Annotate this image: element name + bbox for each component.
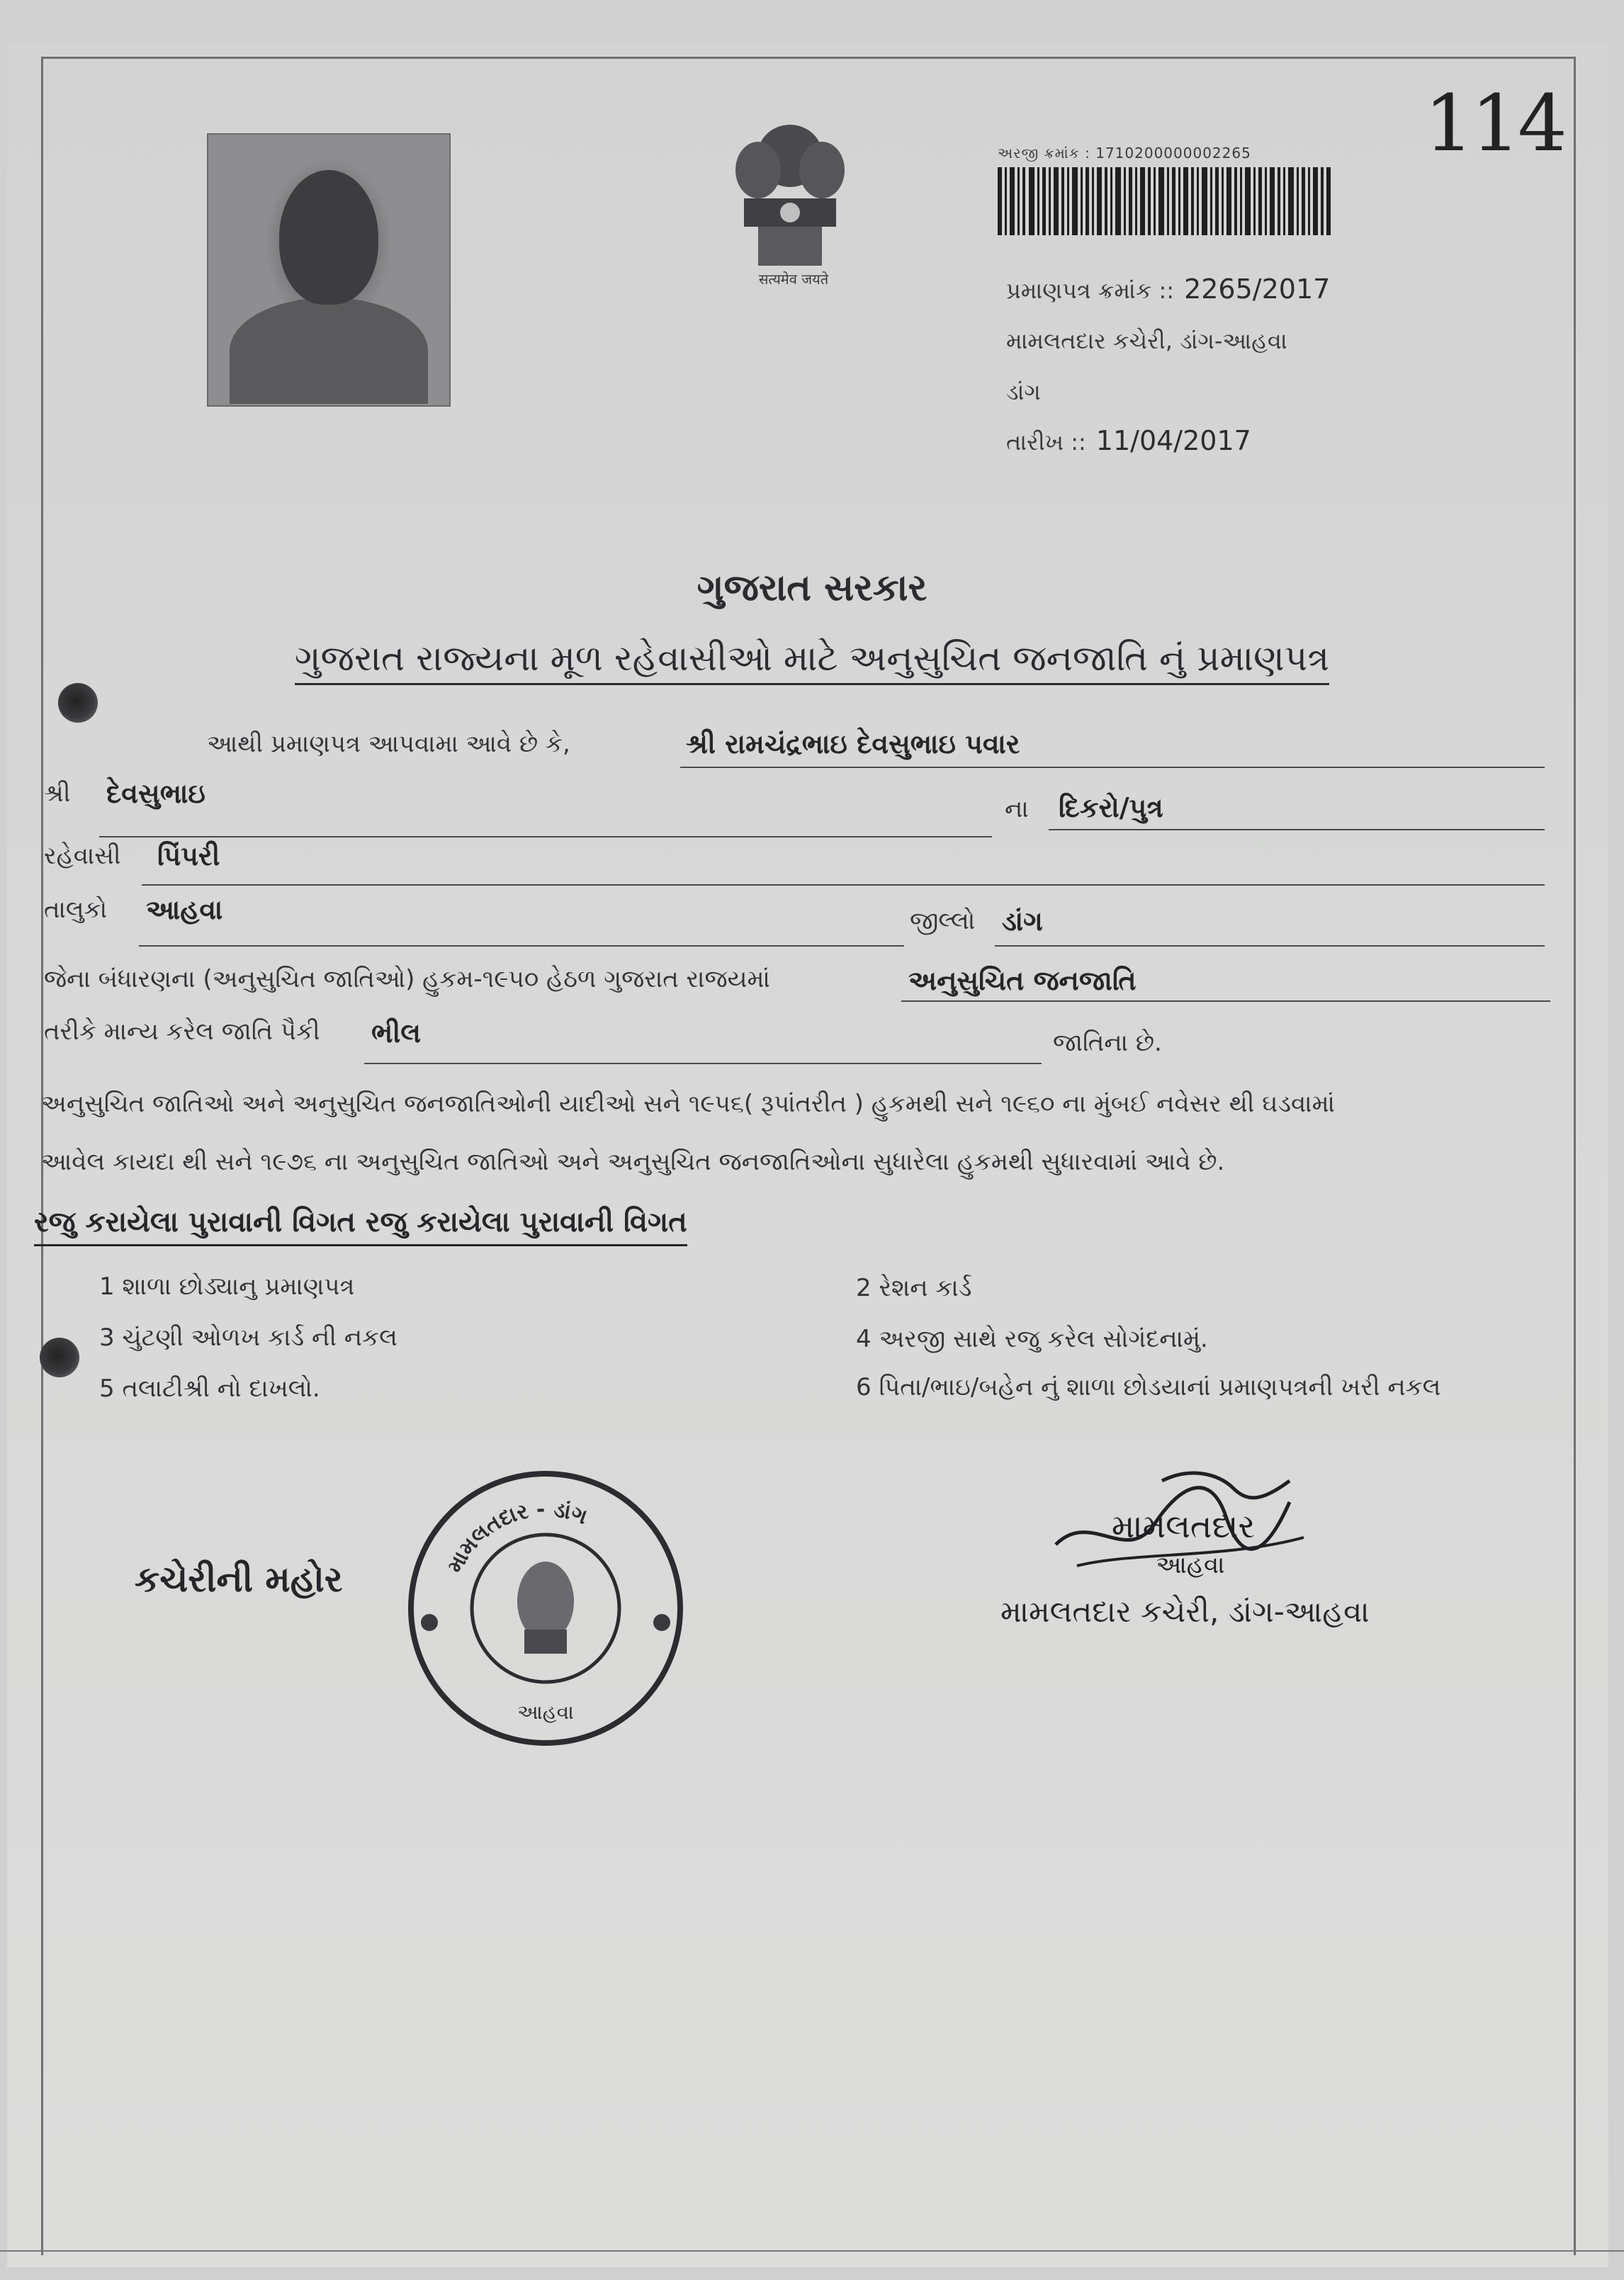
issue-date-value: 11/04/2017 bbox=[1095, 425, 1251, 456]
signing-office: મામલતદાર કચેરી, ડાંગ-આહવા bbox=[1000, 1594, 1370, 1629]
document-item: 5 તલાટીશ્રી નો દાખલો. bbox=[99, 1375, 320, 1403]
name-underline bbox=[680, 767, 1545, 768]
document-item: 4 અરજી સાથે રજુ કરેલ સોગંદનામું. bbox=[856, 1325, 1208, 1353]
footer-band bbox=[0, 2250, 1624, 2280]
document-item: 3 ચુંટણી ઓળખ કાર્ડ ની નકલ bbox=[99, 1324, 397, 1352]
resident-underline bbox=[142, 884, 1545, 886]
signature-stamp-title: મામલતદાર bbox=[1111, 1507, 1256, 1545]
punch-hole bbox=[40, 1338, 79, 1377]
barcode-number: અરજી ક્રમાંક : 1710200000002265 bbox=[998, 145, 1251, 162]
category-underline bbox=[901, 1000, 1550, 1002]
intro-text: આથી પ્રમાણપત્ર આપવામા આવે છે કે, bbox=[207, 730, 570, 758]
taluka-underline bbox=[139, 945, 904, 947]
government-heading: ગુજરાત સરકાર bbox=[697, 567, 927, 609]
issue-date bbox=[1006, 425, 1251, 456]
taluka-label: તાલુકો bbox=[44, 896, 108, 924]
father-name: દેવસુભાઇ bbox=[106, 778, 205, 809]
document-item: 2 રેશન કાર્ડ bbox=[856, 1274, 972, 1302]
certificate-number-value: 2265/2017 bbox=[1184, 273, 1331, 305]
applicant-photo bbox=[207, 133, 451, 407]
office-seal-stamp bbox=[397, 1467, 694, 1750]
applicant-name: શ્રી રામચંદ્રભાઇ દેવસુભાઇ પવાર bbox=[686, 728, 1020, 760]
certificate-number bbox=[1006, 273, 1330, 305]
documents-section-title: રજુ કરાયેલા પુરાવાની વિગત રજુ કરાયેલા પુરાવાની વિગત bbox=[34, 1206, 687, 1246]
photo-shoulders bbox=[230, 298, 428, 404]
office-seal-label: કચેરીની મહોર bbox=[135, 1559, 343, 1600]
seal-ring-text: મામલતદાર - ડાંગ bbox=[442, 1496, 591, 1577]
legal-paragraph-line-1: અનુસુચિત જાતિઓ અને અનુસુચિત જનજાતિઓની યાદીઓ સને ૧૯૫૬( રૂપાંતરીત ) હુકમથી સને ૧૯૬૦ ના મુંબઈ નવેસર થી ઘડવામાં bbox=[41, 1090, 1335, 1118]
constitution-order-text: જેના બંધારણના (અનુસુચિત જાતિઓ) હુકમ-૧૯૫૦ હેઠળ ગુજરાત રાજયમાં bbox=[44, 965, 770, 993]
legal-paragraph-line-2: આવેલ કાયદા થી સને ૧૯૭૬ ના અનુસુચિત જાતિઓ અને અનુસુચિત જનજાતિઓના સુધારેલા હુકમથી સુધારવામાં આવે છે. bbox=[41, 1148, 1225, 1176]
certificate-title bbox=[0, 638, 1624, 679]
caste-label: તરીકે માન્ય કરેલ જાતિ પૈકી bbox=[44, 1017, 320, 1046]
father-underline bbox=[99, 836, 992, 837]
emblem-motto: सत्यमेव जयते bbox=[758, 271, 829, 288]
resident-label: રહેવાસી bbox=[44, 842, 121, 870]
district-value: ડાંગ bbox=[1002, 905, 1043, 937]
relation-underline bbox=[1049, 829, 1545, 830]
officer-signature-stamp bbox=[1049, 1460, 1318, 1594]
barcode bbox=[998, 167, 1331, 235]
district-label: જીલ્લો bbox=[910, 907, 976, 935]
document-item: 1 શાળા છોડ્યાનુ પ્રમાણપત્ર bbox=[99, 1272, 355, 1301]
caste-suffix: જાતિના છે. bbox=[1053, 1029, 1162, 1057]
issue-date-label: તારીખ :: bbox=[1006, 429, 1086, 456]
resident-village: પિંપરી bbox=[157, 840, 220, 871]
caste-value: ભીલ bbox=[371, 1017, 421, 1049]
national-emblem-icon bbox=[723, 113, 857, 290]
photo-face bbox=[279, 170, 378, 305]
seal-bottom-text: આહવા bbox=[517, 1700, 574, 1724]
caste-underline bbox=[364, 1063, 1042, 1064]
issuing-office: મામલતદાર કચેરી, ડાંગ-આહવા bbox=[1006, 327, 1287, 354]
relation-label: ના bbox=[1005, 795, 1029, 823]
document-item: 6 પિતા/ભાઇ/બહેન નું શાળા છોડયાનાં પ્રમાણપત્રની ખરી નકલ bbox=[856, 1373, 1441, 1401]
issuing-district: ડાંગ bbox=[1006, 378, 1041, 405]
category-value: અનુસુચિત જનજાતિ bbox=[908, 965, 1137, 996]
father-label: શ્રી bbox=[44, 779, 71, 808]
handwritten-page-number: 114 bbox=[1424, 78, 1564, 169]
signature-stamp-place: આહવા bbox=[1156, 1551, 1225, 1579]
relation-value: દિકરો/પુત્ર bbox=[1059, 792, 1163, 823]
punch-hole bbox=[58, 683, 98, 723]
certificate-number-label: પ્રમાણપત્ર ક્રમાંક :: bbox=[1006, 277, 1175, 304]
taluka-value: આહવા bbox=[146, 894, 223, 925]
certificate-title-text: ગુજરાત રાજ્યના મૂળ રહેવાસીઓ માટે અનુસુચિત જનજાતિ નું પ્રમાણપત્ર bbox=[295, 638, 1329, 685]
district-underline bbox=[995, 945, 1545, 947]
